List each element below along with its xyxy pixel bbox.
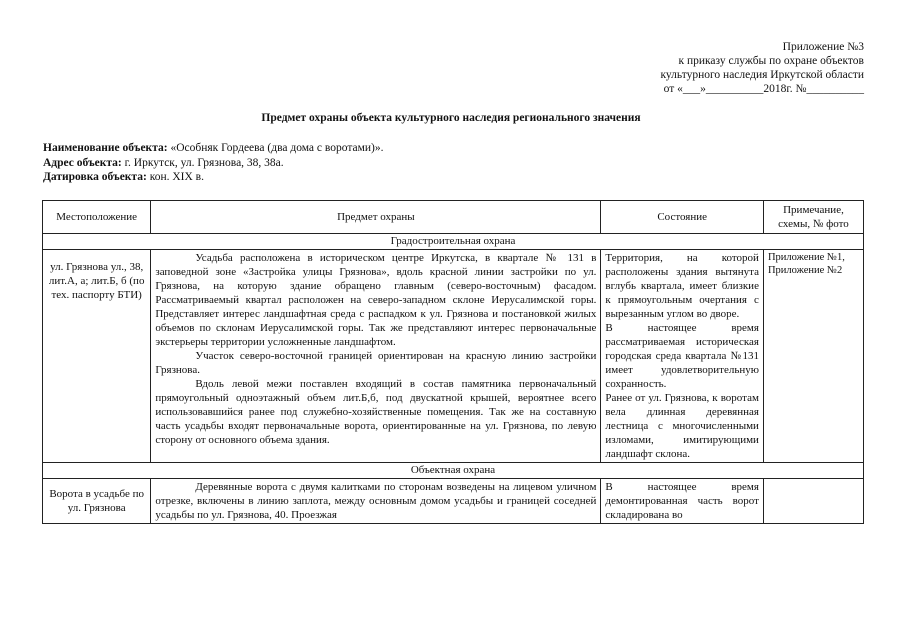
table-row bbox=[43, 479, 864, 524]
appendix-line-3: культурного наследия Иркутской области bbox=[660, 69, 864, 81]
object-date-line bbox=[43, 170, 384, 185]
header-subject: Предмет охраны bbox=[151, 201, 601, 234]
row1-note-line-1: Приложение №1, bbox=[767, 252, 845, 263]
row2-subject-paragraph-1: Деревянные ворота с двумя калитками по сторонам возведены на лицевом уличном отрезке, включены в линию заплота, между основным домом усадьбы и границей соседней усадьбы по ул. Грязнова, 40. Проезжая bbox=[155, 481, 597, 521]
appendix-line-1: Приложение №3 bbox=[782, 41, 864, 53]
section-title-object: Объектная охрана bbox=[43, 463, 864, 479]
object-address-value: г. Иркутск, ул. Грязнова, 38, 38а. bbox=[121, 156, 284, 169]
protection-table bbox=[42, 200, 864, 524]
row1-state-paragraph-1: Территория, на которой расположены здания вытянута вглубь квартала, имеет близкие к прямоугольным очертания с вырезанным углом во дворе. bbox=[605, 252, 759, 320]
section-title-urban: Градостроительная охрана bbox=[43, 234, 864, 250]
object-name-label: Наименование объекта: bbox=[43, 142, 168, 154]
row1-state bbox=[601, 250, 764, 463]
object-name-line bbox=[43, 141, 384, 156]
row1-subject-paragraph-2: Участок северо-восточной границей ориентирован на красную линию застройки Грязнова. bbox=[155, 350, 597, 376]
object-name-value: «Особняк Гордеева (два дома с воротами)». bbox=[167, 142, 384, 154]
row1-state-paragraph-2: В настоящее время рассматриваемая историческая городская среда квартала №131 имеет удовлетворительную сохранность. bbox=[605, 322, 759, 390]
section-row-urban bbox=[43, 234, 864, 250]
appendix-line-2: к приказу службы по охране объектов bbox=[678, 55, 864, 67]
row2-state bbox=[601, 479, 764, 524]
row1-location: ул. Грязнова ул., 38, лит.А, а; лит.Б, б (по тех. паспорту БТИ) bbox=[43, 250, 151, 463]
object-date-label: Датировка объекта: bbox=[43, 171, 147, 183]
row1-state-paragraph-3: Ранее от ул. Грязнова, к воротам вела длинная деревянная лестница с многочисленными изломами, имитирующими ландшафт склона. bbox=[605, 392, 759, 460]
object-address-label: Адрес объекта: bbox=[43, 156, 122, 169]
document-title: Предмет охраны объекта культурного наследия регионального значения bbox=[261, 112, 641, 124]
appendix-block bbox=[564, 40, 864, 96]
header-location: Местоположение bbox=[43, 201, 151, 234]
object-address-line bbox=[43, 156, 384, 171]
row1-subject-paragraph-1: Усадьба расположена в историческом центре Иркутска, в квартале № 131 в заповедной зоне «Застройка улицы Грязнова», вдоль красной линии застройки по ул. Грязнова, на которую здание обращено главным (северо-восточным) фасадом. Рассматриваемый квартал расположен на северо-западном склоне Иерусалимской горы. Представляет интерес ландшафтная среда с распадком к ул. Грязнова и постановкой жилых объемов по склонам Иерусалимской горы. Так же представляют интерес первоначальные экстерьеры территории усложненные ландшафтом. bbox=[155, 252, 597, 348]
table-header-row bbox=[43, 201, 864, 234]
row1-note bbox=[763, 250, 863, 463]
row1-subject bbox=[151, 250, 601, 463]
section-row-object bbox=[43, 463, 864, 479]
object-date-value: кон. XIX в. bbox=[146, 171, 204, 183]
header-state: Состояние bbox=[601, 201, 764, 234]
row1-subject-paragraph-3: Вдоль левой межи поставлен входящий в состав памятника первоначальный прямоугольный одноэтажный объем лит.Б,б, под двускатной крышей, вероятнее всего использовавшийся ранее под служебно-хозяйственные помещения. Так же на составную часть усадьбы входят первоначальные ворота, ориентированные на ул. Грязнова, по левую сторону от основного объема здания. bbox=[155, 378, 597, 446]
row2-state-paragraph-1: В настоящее время демонтированная часть ворот складирована во bbox=[605, 481, 759, 521]
row2-note bbox=[763, 479, 863, 524]
row2-location: Ворота в усадьбе по ул. Грязнова bbox=[43, 479, 151, 524]
table-row bbox=[43, 250, 864, 463]
row2-subject bbox=[151, 479, 601, 524]
row1-note-line-2: Приложение №2 bbox=[767, 265, 843, 276]
header-note: Примечание, схемы, № фото bbox=[763, 201, 863, 234]
object-meta bbox=[43, 141, 384, 185]
appendix-line-4: от «___»__________2018г. №__________ bbox=[663, 83, 864, 95]
